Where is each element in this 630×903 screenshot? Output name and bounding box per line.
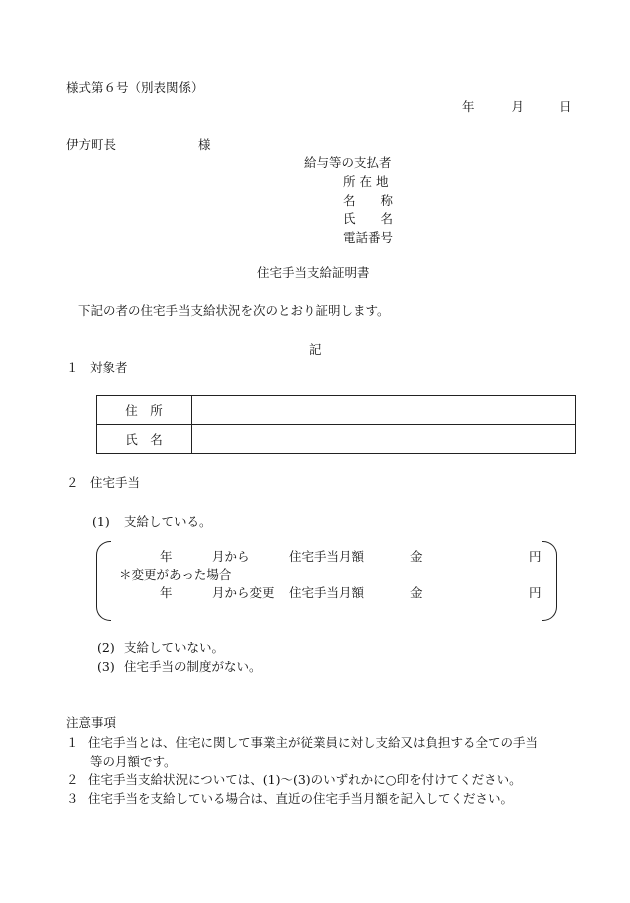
note-continuation: 等の月額です。 (90, 754, 177, 769)
table-row (97, 396, 576, 425)
section1-title: 対象者 (90, 360, 128, 375)
option1-number: (1) (92, 514, 110, 529)
note-number: ３ (66, 791, 79, 806)
payer-name-label: 氏 名 (343, 211, 394, 226)
target-person-table (96, 395, 576, 454)
line2-month-change: 月から変更 (212, 585, 275, 600)
document-title: 住宅手当支給証明書 (257, 265, 370, 280)
notes-title: 注意事項 (66, 715, 117, 730)
note-number: １ (66, 735, 79, 750)
left-bracket (96, 541, 111, 621)
option2-number: (2) (97, 640, 115, 655)
line2-kin: 金 (410, 585, 423, 600)
date-day: 日 (558, 99, 572, 114)
line2-year: 年 (160, 585, 173, 600)
line1-year: 年 (160, 549, 173, 564)
note-item (66, 735, 538, 750)
address-cell[interactable] (192, 396, 576, 425)
line1-allowance-label: 住宅手当月額 (289, 549, 365, 564)
line1-kin: 金 (410, 549, 423, 564)
option3-number: (3) (97, 659, 115, 674)
note-text: 住宅手当支給状況については、(1)～(3)のいずれかに○印を付けてください。 (88, 772, 522, 787)
payer-company-label: 名 称 (343, 193, 394, 208)
note-item (66, 791, 513, 806)
date-month: 月 (511, 99, 524, 114)
date-line (462, 99, 571, 114)
section1-number: １ (66, 360, 79, 375)
right-bracket (542, 541, 557, 621)
option3-text: 住宅手当の制度がない。 (124, 659, 262, 674)
ki-marker: 記 (309, 342, 322, 357)
option1-text: 支給している。 (124, 514, 212, 529)
line2-allowance-label: 住宅手当月額 (289, 585, 365, 600)
name-label: 氏 名 (97, 425, 192, 454)
option2-text: 支給していない。 (124, 640, 225, 655)
section2-number: ２ (66, 475, 79, 490)
payer-address-label: 所 在 地 (343, 174, 389, 189)
line2-yen: 円 (529, 585, 542, 600)
name-cell[interactable] (192, 425, 576, 454)
note-text: 住宅手当を支給している場合は、直近の住宅手当月額を記入してください。 (88, 791, 514, 806)
note-text: 住宅手当とは、住宅に関して事業主が従業員に対し支給又は負担する全ての手当 (88, 735, 539, 750)
line1-yen: 円 (529, 549, 542, 564)
note-item (66, 772, 522, 787)
date-year: 年 (462, 99, 475, 114)
table-row (97, 425, 576, 454)
note-number: ２ (66, 772, 79, 787)
form-id: 様式第６号（別表関係） (66, 80, 204, 95)
section2-title: 住宅手当 (90, 475, 141, 490)
payer-phone-label: 電話番号 (343, 230, 394, 245)
change-note: ＊変更があった場合 (119, 567, 232, 582)
address-label: 住 所 (97, 396, 192, 425)
payer-title: 給与等の支払者 (304, 155, 392, 170)
addressee-name: 伊方町長 (66, 137, 117, 152)
addressee-honorific: 様 (198, 137, 211, 152)
intro-text: 下記の者の住宅手当支給状況を次のとおり証明します。 (78, 303, 390, 318)
line1-month-from: 月から (212, 549, 250, 564)
